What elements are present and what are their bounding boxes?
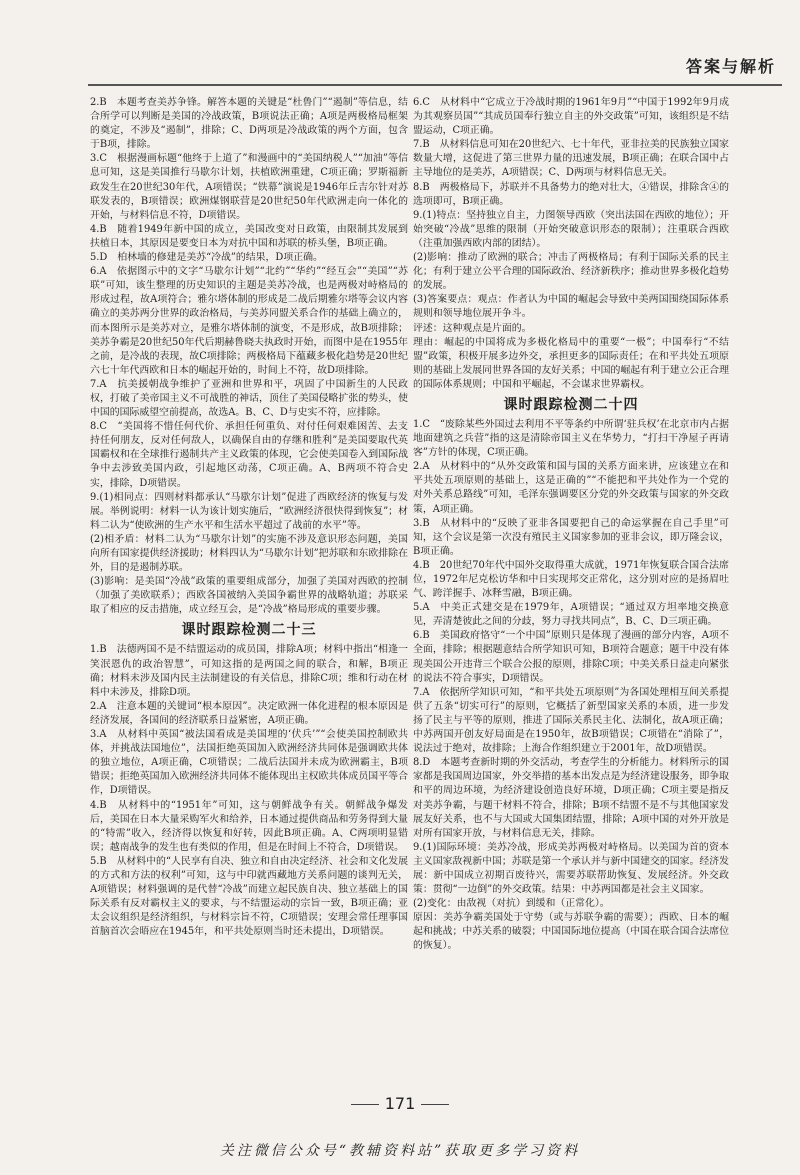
answer-paragraph: 4.B 20世纪70年代中国外交取得重大成就，1971年恢复联合国合法席位，1972年尼克松访华和中日实现邦交正常化，这分别对应的是扬眉吐气、跨洋握手、冰释雪融，B项正确。 [413,559,729,600]
answer-paragraph: 2.B 本题考查美苏争锋。解答本题的关键是“杜鲁门”“遏制”等信息，结合所学可以判断是美国的冷战政策，B项说法正确；A项是两极格局框架的奠定，不涉及“遏制”，排除；C、D两项是冷战政策的两个方面，包含于B项，排除。 [90,97,408,151]
page-header [0,0,800,90]
answer-paragraph: 8.C “美国将不惜任何代价、承担任何重负、对付任何艰难困苦、去支持任何朋友，反对任何敌人，以确保自由的存继和胜利”是美国要取代英国霸权和在全球推行遏制共产主义政策的体现，它会使美国卷入到国际战争中去涉致美国内政，引起地区动荡，C项正确。A、B两项不符合史实，排除，D项错误。 [90,421,408,489]
answer-paragraph: 2.A 注意本题的关键词“根本原因”。决定欧洲一体化进程的根本原因是经济发展，各国间的经济联系日益紧密，A项正确。 [90,700,408,726]
footer-note: 关注微信公众号“教辅资料站”获取更多学习资料 [219,1143,581,1159]
answer-paragraph: 5.D 柏林墙的修建是美苏“冷战”的结果，D项正确。 [90,252,323,264]
answer-paragraph: 9.(1)国际环境：美苏冷战，形成美苏两极对峙格局。以美国为首的资本主义国家敌视新中国；苏联是第一个承认并与新中国建交的国家。经济发展：新中国成立初期百废待兴，需要苏联帮助恢复、发展经济。外交政策：贯彻“一边倒”的外交政策。结果：中苏两国都是社会主义国家。 [413,841,730,896]
answer-paragraph: 4.B 从材料中的“1951年”可知，这与朝鲜战争有关。朝鲜战争爆发后，美国在日本大量采购军火和给养，日本通过提供商品和劳务得到大量的“特需”收入，经济得以恢复和好转，因此B项正确。A、C两项明显错误；越南战争的发生也有类似的作用，但是在时间上不符合，D项错误。 [90,799,408,853]
answer-paragraph: (3)影响：是美国“冷战”政策的重要组成部分，加强了美国对西欧的控制（加强了美欧联系）；西欧各国被纳入美国争霸世界的战略轨道；苏联采取了相应的反击措施，成立经互会，是“冷战”格局形成的重要步骤。 [90,576,408,616]
answer-paragraph: (2)相矛盾：材料二认为“马歇尔计划”的实施不涉及意识形态问题，美国向所有国家提供经济援助；材料四认为“马歇尔计划”把苏联和东欧排除在外，目的是遏制苏联。 [90,533,408,574]
answer-paragraph: (3)答案要点：观点：作者认为中国的崛起会导致中美两国围绕国际体系规则和领导地位展开争斗。 [413,294,729,320]
answer-paragraph: 7.A 抗美援朝战争维护了亚洲和世界和平，巩固了中国新生的人民政权，打破了美帝国主义不可战胜的神话，顶住了美国侵略扩张的势头，使中国的国际威望空前提高，故选A。B、C、D与史实不符，应排除。 [90,378,408,419]
answer-paragraph: (2)影响：推动了欧洲的联合；冲击了两极格局；有利于国际关系的民主化；有利于建立公平合理的国际政治、经济新秩序；推动世界多极化趋势的发展。 [413,252,730,292]
answer-paragraph: 6.B 美国政府恪守“一个中国”原则只是体现了漫画的部分内容，A项不全面，排除；根据题意结合所学知识可知，B项符合题意；题干中没有体现美国公开违背三个联合公报的原则，排除C项；中美关系日益走向紧张的说法不符合事实，D项错误。 [413,630,729,684]
answer-paragraph: 3.C 根据漫画标题“他终于上道了”和漫画中的“美国纳税人”“加油”等信息可知，这是美国推行马歇尔计划，扶植欧洲重建，C项正确；罗斯福新政发生在20世纪30年代，A项错误；“铁幕”演说是1946年丘吉尔针对苏联发表的，B项错误；欧洲煤钢联营是20世纪50年代欧洲走向一体化的开始，与材料信息不符，D项错误。 [90,153,408,221]
left-column [90,96,408,939]
section-title: 课时跟踪检测二十四 [503,396,639,413]
answer-paragraph: 2.A 从材料中的“从外交政策和国与国的关系方面来讲，应该建立在和平共处五项原则的基础上，这是正确的”“不能把和平共处作为一个党的对外关系总路线”可知，毛泽东强调要区分党的外交政策与国家的外交政策，A项正确。 [413,461,729,515]
header-title: 答案与解析 [685,57,776,76]
answer-paragraph: 1.C “废除某些外国过去利用不平等条约中所谓‘驻兵权’在北京市内占据地面建筑之兵营”指的这是清除帝国主义在华势力，“打扫干净屋子再请客”方针的体现，C项正确。 [413,418,729,459]
page-number-text: 171 [384,1094,416,1113]
answer-paragraph: (2)变化：由敌视（对抗）到缓和（正常化）。 [413,898,610,910]
right-column [413,96,729,954]
answer-paragraph: 8.B 两极格局下，苏联并不具备势力的绝对壮大，④错误，排除含④的选项即可，B项正确。 [413,181,729,207]
header-rule [88,84,782,86]
answer-paragraph: 3.A 从材料中英国“被法国看成是美国埋的‘伏兵’”“会使美国控制欧共体，并挑战法国地位”，法国拒绝英国加入欧洲经济共同体是强调欧共体的独立地位，A项正确，C项错误；二战后法国并未成为欧洲霸主，B项错误；拒绝英国加入欧洲经济共同体不能体现出主权欧共体成员国平等合作，D项错误。 [90,729,408,797]
answer-paragraph: 8.D 本题考查新时期的外交活动，考查学生的分析能力。材料所示的国家都是我国周边国家，外交举措的基本出发点是为经济建设服务，即争取和平的周边环境，为经济建设创造良好环境，D项正确；C项主要是指反对美苏争霸，与题干材料不符合，排除；B项不结盟不是不与其他国家发展友好关系，也不与大国或大国集团结盟，排除；A项中国的对外开放是对所有国家开放，与材料信息无关，排除。 [413,757,730,839]
answer-paragraph: 6.A 依据图示中的文字“马歇尔计划”“北约”“华约”“经互会”“美国”“苏联”可知，该生整理的历史知识的主题是美苏冷战，也是两极对峙格局的形成过程，故A项符合；雅尔塔体制的形成是二战后期雅尔塔等会议内容确立的美苏两分世界的政治格局，与美苏同盟关系合作的基础上确立的，而本图所示是美苏对立，是雅尔塔体制的演变，不是形成，故B项排除；美苏争霸是20世纪50年代后期赫鲁晓夫执政时开始，而图中是在1955年之前，是冷战的表现，故C项排除；两极格局下蕴藏多极化趋势是20世纪六七十年代西欧和日本的崛起开始的，时间上不符，故D项排除。 [90,266,408,376]
page-number [0,1094,800,1113]
answer-paragraph: 9.(1)相同点：四则材料都承认“马歇尔计划”促进了西欧经济的恢复与发展。举例说明：材料一认为该计划实施后，“欧洲经济很快得到恢复”；材料二认为“使欧洲的生产水平和生活水平超过了战前的水平”等。 [90,491,408,531]
answer-paragraph: 理由：崛起的中国将成为多极化格局中的重要“一极”；中国奉行“不结盟”政策，积极开展多边外交，承担更多的国际责任；在和平共处五项原则的基础上发展同世界各国的友好关系；中国的崛起有利于建立公正合理的国际体系规则；中国和平崛起，不会谋求世界霸权。 [413,336,730,390]
answer-paragraph: 5.B 从材料中的“人民享有自决、独立和自由决定经济、社会和文化发展的方式和方法的权利”可知，这与中印就西藏地方关系问题的谈判无关，A项错误；材料强调的是代替“冷战”而建立起民族自决、独立基础上的国际关系有反对霸权主义的要求，与不结盟运动的宗旨一致，B项正确；亚太会议组织是经济组织，与材料宗旨不符，C项错误；安理会常任理事国首脑首次会晤应在1945年，和平共处原则当时还未提出，D项错误。 [90,855,408,938]
answer-paragraph: 6.C 从材料中“它成立于冷战时期的1961年9月”“中国于1992年9月成为其观察员国”“其成员国奉行独立自主的外交政策”可知，该组织是不结盟运动，C项正确。 [413,97,729,137]
answer-paragraph: 原因：美苏争霸美国处于守势（或与苏联争霸的需要）；西欧、日本的崛起和挑战；中苏关系的破裂；中国国际地位提高（中国在联合国合法席位的恢复）。 [413,912,730,952]
answer-paragraph: 7.B 从材料信息可知在20世纪六、七十年代，亚非拉美的民族独立国家数量大增，这促进了第三世界力量的迅速发展，B项正确；在联合国中占主导地位的是美苏，A项错误；C、D两项与材料信息无关。 [413,139,729,179]
page-number-dash-right [421,1104,449,1105]
answer-paragraph: 7.A 依据所学知识可知，“和平共处五项原则”为各国处理相互间关系提供了五条“切实可行”的原则，它概括了新型国家关系的本质，进一步发扬了民主与平等的原则，推进了国际关系民主化、法制化，故A项正确；中苏两国开创友好局面是在1950年，故B项错误；C项错在“消除了”，说法过于绝对，故排除；上海合作组织建立于2001年，故D项错误。 [413,686,729,755]
answer-paragraph: 评述：这种观点是片面的。 [413,322,532,334]
answer-paragraph: 4.B 随着1949年新中国的成立，美国改变对日政策，由限制其发展到扶植日本，其原因是要变日本为对抗中国和苏联的桥头堡，B项正确。 [90,223,408,249]
answer-paragraph: 5.A 中美正式建交是在1979年，A项错误；“通过双方坦率地交换意见，弄清楚彼此之间的分歧，努力寻找共同点”，B、C、D三项正确。 [413,602,729,628]
answer-paragraph: 1.B 法德两国不是不结盟运动的成员国，排除A项；材料中指出“相逢一笑泯恩仇的政治智慧”，可知这指的是两国之间的联合，和解，B项正确；材料未涉及国内民主法制建设的有关信息，排除C项；维和行动在材料中未涉及，排除D项。 [90,644,408,698]
answer-paragraph: 9.(1)特点：坚持独立自主，力图领导西欧（突出法国在西欧的地位）；开始突破“冷战”思维的限制（开始突破意识形态的限制）；注重联合西欧（注重加强西欧内部的团结）。 [413,209,729,249]
answer-paragraph: 3.B 从材料中的“反映了亚非各国要把自己的命运掌握在自己手里”可知，这个会议是第一次没有殖民主义国家参加的亚非会议，即万隆会议，B项正确。 [413,517,730,557]
section-title: 课时跟踪检测二十三 [181,622,317,639]
page-number-dash-left [351,1104,379,1105]
